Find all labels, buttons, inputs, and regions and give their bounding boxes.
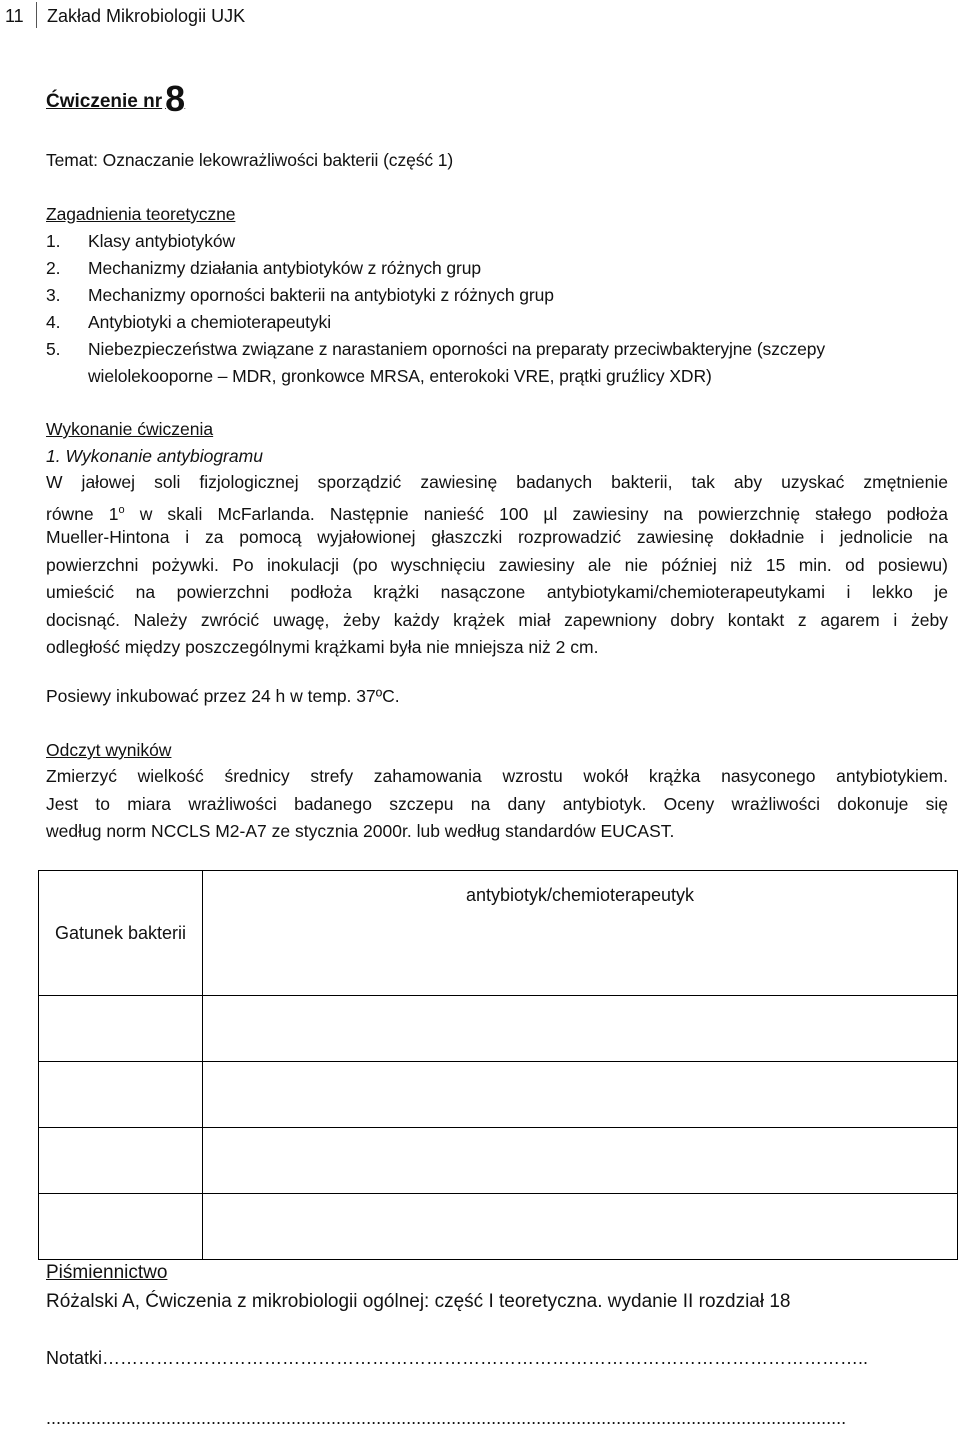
- table-row: [39, 1062, 958, 1128]
- procedure-paragraph: [46, 469, 948, 662]
- table-header-row: [39, 871, 958, 996]
- exercise-number: 8: [165, 78, 186, 119]
- header-divider: [36, 2, 37, 28]
- exercise-label: Ćwiczenie nr: [46, 91, 163, 112]
- text-line: docisnąć. Należy zwrócić uwagę, żeby każdy krążek miał zapewniony dobry kontakt z agarem i żeby: [46, 609, 948, 630]
- incubation-note: Posiewy inkubować przez 24 h w temp. 37ºC.: [46, 686, 400, 706]
- header-unit: Zakład Mikrobiologii UJK: [47, 6, 246, 26]
- text-line: W jałowej soli fizjologicznej sporządzić zawiesinę badanych bakterii, tak aby uzyskać zmętnienie: [46, 472, 948, 492]
- column-header-antibiotic: antybiotyk/chemioterapeutyk: [203, 871, 958, 996]
- theory-heading: Zagadnienia teoretyczne: [46, 204, 236, 224]
- text-line: Mueller-Hintona i za pomocą wyjałowionej głaszczki rozprowadzić zawiesinę dokładnie i jednolicie na: [46, 527, 948, 547]
- text-line: umieścić na powierzchni podłoża krążki nasączone antybiotykami/chemioterapeutykami i lekko je: [46, 582, 948, 602]
- results-heading: Odczyt wyników: [46, 740, 172, 760]
- table-cell[interactable]: [39, 1194, 203, 1260]
- procedure-heading: Wykonanie ćwiczenia: [46, 419, 214, 439]
- topic: Temat: Oznaczanie lekowrażliwości bakterii (część 1): [46, 150, 454, 170]
- literature-reference: Różalski A, Ćwiczenia z mikrobiologii ogólnej: część I teoretyczna. wydanie II rozdział 18: [46, 1291, 791, 1312]
- list-item: 2. Mechanizmy działania antybiotyków z różnych grup: [46, 258, 482, 278]
- table-cell[interactable]: [203, 1194, 958, 1260]
- list-item: 3. Mechanizmy oporności bakterii na antybiotyki z różnych grup: [46, 285, 554, 305]
- text-line: równe 1$^o$ w skali McFarlanda. Następnie nanieść 100 µl zawiesiny na powierzchnię stałego podłoża: [46, 503, 948, 524]
- column-header-species: Gatunek bakterii: [39, 871, 203, 996]
- table-cell[interactable]: [203, 1062, 958, 1128]
- text-line: Jest to miara wrażliwości badanego szczepu na dany antybiotyk. Oceny wrażliwości dokonuje się: [46, 793, 948, 814]
- table-cell[interactable]: [39, 1128, 203, 1194]
- text-line: odległość między poszczególnymi krążkami była nie mniejsza niż 2 cm.: [46, 637, 599, 657]
- table-cell[interactable]: [203, 996, 958, 1062]
- text-line: Zmierzyć wielkość średnicy strefy zahamowania wzrostu wokół krążka nasyconego antybiotykiem.: [46, 766, 948, 786]
- results-paragraph: [46, 763, 948, 846]
- list-item: 5. Niebezpieczeństwa związane z narastaniem oporności na preparaty przeciwbakteryjne (szczepy: [46, 339, 826, 359]
- notes-dotted-line[interactable]: ................................................................................................................................................................: [46, 1408, 847, 1428]
- table-cell[interactable]: [39, 1062, 203, 1128]
- table-row: [39, 1128, 958, 1194]
- list-item-continuation: wielolekooporne – MDR, gronkowce MRSA, enterokoki VRE, prątki gruźlicy XDR): [88, 366, 712, 386]
- page-number: 11: [5, 6, 24, 26]
- procedure-step-title: 1. Wykonanie antybiogramu: [46, 446, 263, 466]
- table-row: [39, 996, 958, 1062]
- table-cell[interactable]: [39, 996, 203, 1062]
- exercise-title: [46, 78, 185, 120]
- table-cell[interactable]: [203, 1128, 958, 1194]
- notes-line[interactable]: Notatki………………………………………………………………………………………………………………..: [46, 1348, 869, 1368]
- text-line: według norm NCCLS M2-A7 ze stycznia 2000r. lub według standardów EUCAST.: [46, 821, 675, 841]
- text-line: powierzchni pożywki. Po inokulacji (po wyschnięciu zawiesiny ale nie później niż 15 min. od posiewu): [46, 554, 948, 575]
- results-table: [38, 870, 958, 1260]
- list-item: 4. Antybiotyki a chemioterapeutyki: [46, 312, 331, 332]
- literature-heading: Piśmiennictwo: [46, 1262, 168, 1283]
- list-item: 1. Klasy antybiotyków: [46, 231, 236, 251]
- table-row: [39, 1194, 958, 1260]
